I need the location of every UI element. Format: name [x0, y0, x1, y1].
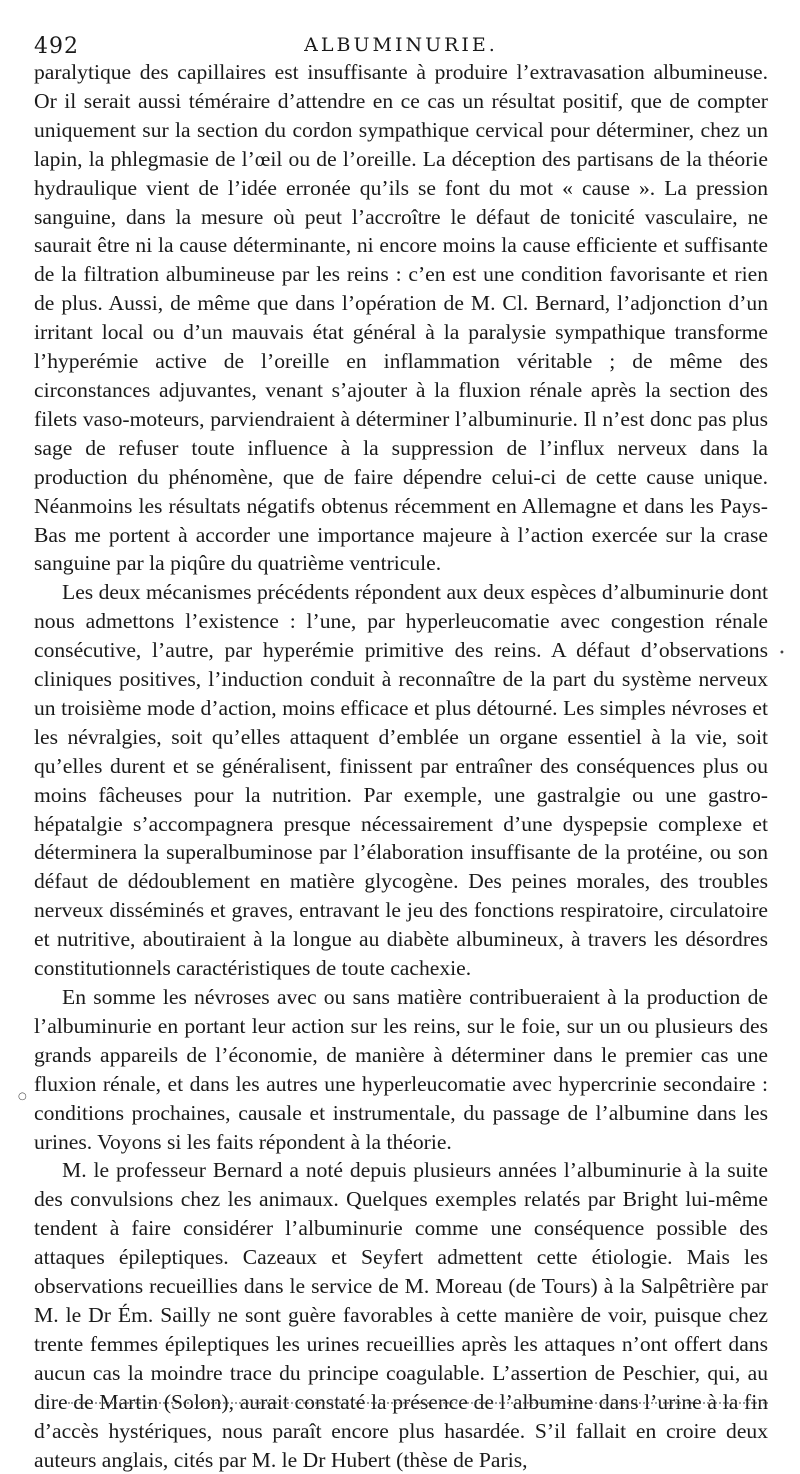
body-text: [34, 58, 768, 1474]
footer-dotted-rule: [68, 1402, 768, 1404]
paragraph: M. le professeur Bernard a noté depuis plusieurs années l’albuminurie à la suite des convulsions chez les animaux. Quelques exemples relatés par Bright lui-même tendent à faire considérer l’albuminurie comme une conséquence possible des attaques épileptiques. Cazeaux et Seyfert admettent cette étiologie. Mais les observations recueillies dans le service de M. Moreau (de Tours) à la Salpêtrière par M. le Dr Ém. Sailly ne sont guère favorables à cette manière de voir, puisque chez trente femmes épileptiques les urines recueillies après les attaques n’ont offert dans aucun cas la moindre trace du principe coagulable. L’assertion de Peschier, qui, au dire de Martin (Solon), aurait constaté la présence de l’albumine dans l’urine à la fin d’accès hystériques, nous paraît encore plus hasardée. S’il fallait en croire deux auteurs anglais, cités par M. le Dr Hubert (thèse de Paris,: [34, 1158, 768, 1472]
margin-dot-mark: •: [779, 648, 785, 659]
page-header: [34, 30, 768, 60]
paragraph-continuation: paralytique des capillaires est insuffisante à produire l’extravasation albumineuse. Or il serait aussi téméraire d’attendre en ce cas un résultat positif, que de compter uniquement sur la section du cordon sympathique cervical pour déterminer, chez un lapin, la phlegmasie de l’œil ou de l’oreille. La déception des partisans de la théorie hydraulique vient de l’idée erronée qu’ils se font du mot « cause ». La pression sanguine, dans la mesure où peut l’accroître le défaut de tonicité vasculaire, ne saurait être ni la cause déterminante, ni encore moins la cause efficiente et suffisante de la filtration albumineuse par les reins : c’en est une condition favorisante et rien de plus. Aussi, de même que dans l’opération de M. Cl. Bernard, l’adjonction d’un irritant local ou d’un mauvais état général à la paralysie sympathique transforme l’hyperémie active de l’oreille en inflammation véritable ; de même des circonstances adjuvantes, venant s’ajouter à la fluxion rénale après la section des filets vaso-moteurs, parviendraient à déterminer l’albuminurie. Il n’est donc pas plus sage de refuser toute influence à la suppression de l’influx nerveux dans la production du phénomène, que de faire dépendre celui-ci de cette cause unique. Néanmoins les résultats négatifs obtenus récemment en Allemagne et dans les Pays-Bas me portent à accorder une importance majeure à l’action exercée sur la crase sanguine par la piqûre du quatrième ventricule.: [34, 60, 768, 576]
paragraph: En somme les névroses avec ou sans matière contribueraient à la production de l’albuminurie en portant leur action sur les reins, sur le foie, sur un ou plusieurs des grands appareils de l’économie, de manière à déterminer dans le premier cas une fluxion rénale, et dans les autres une hyperleucomatie avec hypercrinie secondaire : conditions prochaines, causale et instrumentale, du passage de l’albumine dans les urines. Voyons si les faits répondent à la théorie.: [34, 985, 768, 1154]
margin-circle-mark: ○: [18, 1091, 27, 1102]
paragraph: Les deux mécanismes précédents répondent aux deux espèces d’albuminurie dont nous admettons l’existence : l’une, par hyperleucomatie avec congestion rénale consécutive, l’autre, par hyperémie primitive des reins. A défaut d’observations cliniques positives, l’induction conduit à reconnaître de la part du système nerveux un troisième mode d’action, moins efficace et plus détourné. Les simples névroses et les névralgies, soit qu’elles attaquent d’emblée un organe essentiel à la vie, soit qu’elles durent et se généralisent, finissent par entraîner des conséquences plus ou moins fâcheuses pour la nutrition. Par exemple, une gastralgie ou une gastro-hépatalgie s’accompagnera presque nécessairement d’une dyspepsie complexe et déterminera la superalbuminose par l’élaboration insuffisante de la protéine, ou son défaut de dédoublement en matière glycogène. Des peines morales, des troubles nerveux disséminés et graves, entravant le jeu des fonctions respiratoire, circulatoire et nutritive, aboutiraient à la longue au diabète albumineux, à travers les désordres constitutionnels caractéristiques de toute cachexie.: [34, 580, 768, 981]
running-title: ALBUMINURIE.: [304, 34, 498, 56]
page-number: 492: [34, 34, 79, 59]
